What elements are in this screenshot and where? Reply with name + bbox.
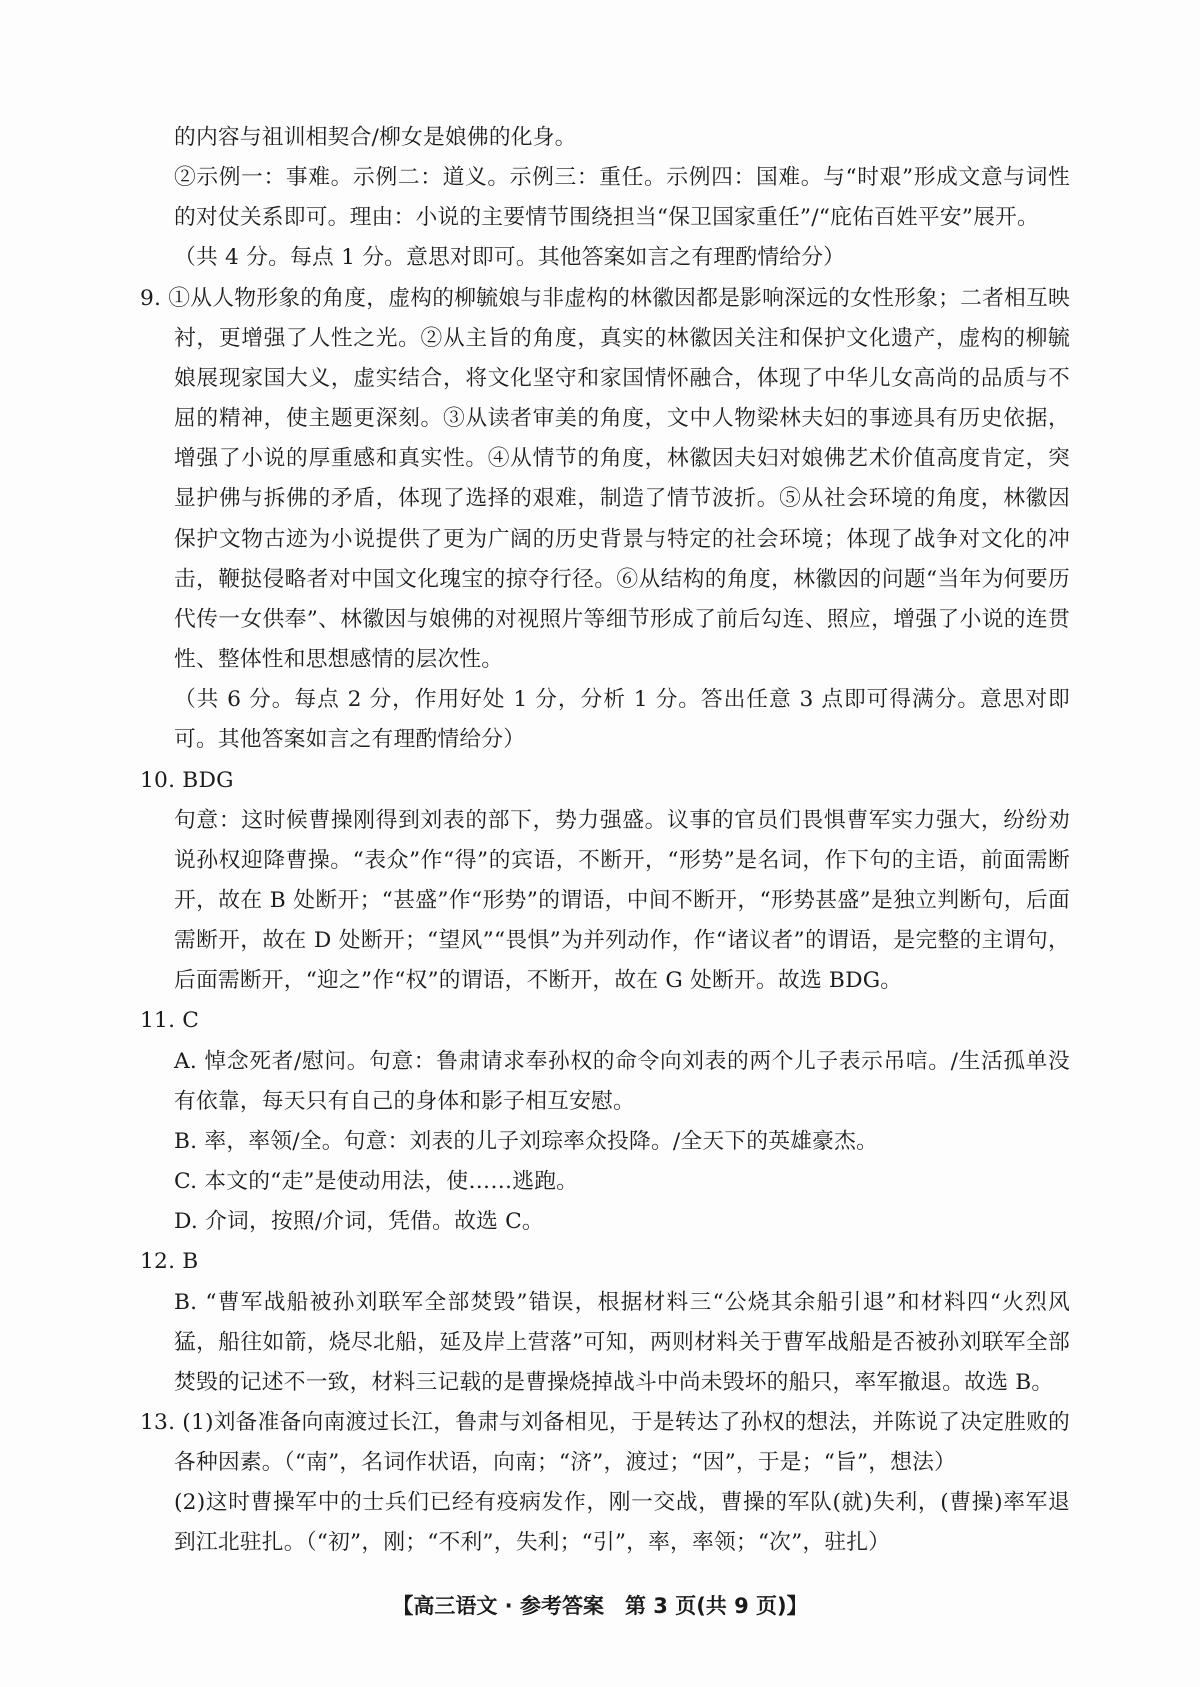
q11-answer: 11. C: [140, 1008, 200, 1034]
q8-part2-answer: ②示例一：事难。示例二：道义。示例三：重任。示例四：国难。与“时艰”形成文意与词性的对仗关系即可。理由：小说的主要情节围绕担当“保卫国家重任”/“庇佑百姓平安”展开。: [174, 165, 1070, 231]
q11-option-c: C. 本文的“走”是使动用法，使……逃跑。: [174, 1169, 579, 1195]
q8-scoring-note: （共 4 分。每点 1 分。意思对即可。其他答案如言之有理酌情给分）: [174, 245, 846, 271]
q9-answer: 9. ①从人物形象的角度，虚构的柳毓娘与非虚构的林徽因都是影响深远的女性形象；二者相互映衬，更增强了人性之光。②从主旨的角度，真实的林徽因关注和保护文化遗产，虚构的柳毓娘展现家国大义，虚实结合，将文化坚守和家国情怀融合，体现了中华儿女高尚的品质与不屈的精神，使主题更深刻。③从读者审美的角度，文中人物梁林夫妇的事迹具有历史依据，增强了小说的厚重感和真实性。④从情节的角度，林徽因夫妇对娘佛艺术价值高度肯定，突显护佛与拆佛的矛盾，体现了选择的艰难，制造了情节波折。⑤从社会环境的角度，林徽因保护文物古迹为小说提供了更为广阔的历史背景与特定的社会环境；体现了战争对文化的冲击，鞭挞侵略者对中国文化瑰宝的掠夺行径。⑥从结构的角度，林徽因的问题“当年为何要历代传一女供奉”、林徽因与娘佛的对视照片等细节形成了前后勾连、照应，增强了小说的连贯性、整体性和思想感情的层次性。: [140, 285, 1070, 673]
q11-option-d: D. 介词，按照/介词，凭借。故选 C。: [174, 1209, 544, 1235]
q10-explanation: 句意：这时候曹操刚得到刘表的部下，势力强盛。议事的官员们畏惧曹军实力强大，纷纷劝说孙权迎降曹操。“表众”作“得”的宾语，不断开，“形势”是名词，作下句的主语，前面需断开，故在 B 处断开；“甚盛”作“形势”的谓语，中间不断开，“形势甚盛”是独立判断句，后面需断开，故在 D 处断开；“望风”“畏惧”为并列动作，作“诸议者”的谓语，是完整的主谓句，后面需断开，“迎之”作“权”的谓语，不断开，故在 G 处断开。故选 BDG。: [174, 807, 1070, 994]
page-footer: 【高三语文 · 参考答案 第 3 页(共 9 页)】: [392, 1594, 808, 1618]
q11-option-b: B. 率，率领/全。句意：刘表的儿子刘琮率众投降。/全天下的英雄豪杰。: [174, 1128, 878, 1154]
answer-content: [140, 118, 1070, 1564]
q8-continuation: 的内容与祖训相契合/柳女是娘佛的化身。: [174, 125, 577, 150]
q9-scoring-note: （共 6 分。每点 2 分，作用好处 1 分，分析 1 分。答出任意 3 点即可得满分。意思对即可。其他答案如言之有理酌情给分）: [174, 687, 1070, 753]
q12-explanation: B. “曹军战船被孙刘联军全部焚毁”错误，根据材料三“公烧其余船引退”和材料四“火烈风猛，船往如箭，烧尽北船，延及岸上营落”可知，两则材料关于曹军战船是否被孙刘联军全部焚毁的记述不一致，材料三记载的是曹操烧掉战斗中尚未毁坏的船只，率军撤退。故选 B。: [174, 1289, 1070, 1395]
q13-part2-answer: (2)这时曹操军中的士兵们已经有疫病发作，刚一交战，曹操的军队(就)失利，(曹操)率军退到江北驻扎。（“初”，刚；“不利”，失利；“引”，率，率领；“次”，驻扎）: [174, 1490, 1070, 1556]
q13-part1-answer: 13. (1)刘备准备向南渡过长江，鲁肃与刘备相见，于是转达了孙权的想法，并陈说了决定胜败的各种因素。（“南”，名词作状语，向南；“济”，渡过；“因”，于是；“旨”，想法）: [140, 1410, 1070, 1476]
q12-answer: 12. B: [140, 1249, 199, 1275]
q10-answer: 10. BDG: [140, 767, 234, 793]
q11-option-a: A. 悼念死者/慰问。句意：鲁肃请求奉孙权的命令向刘表的两个儿子表示吊唁。/生活孤单没有依靠，每天只有自己的身体和影子相互安慰。: [174, 1048, 1070, 1114]
